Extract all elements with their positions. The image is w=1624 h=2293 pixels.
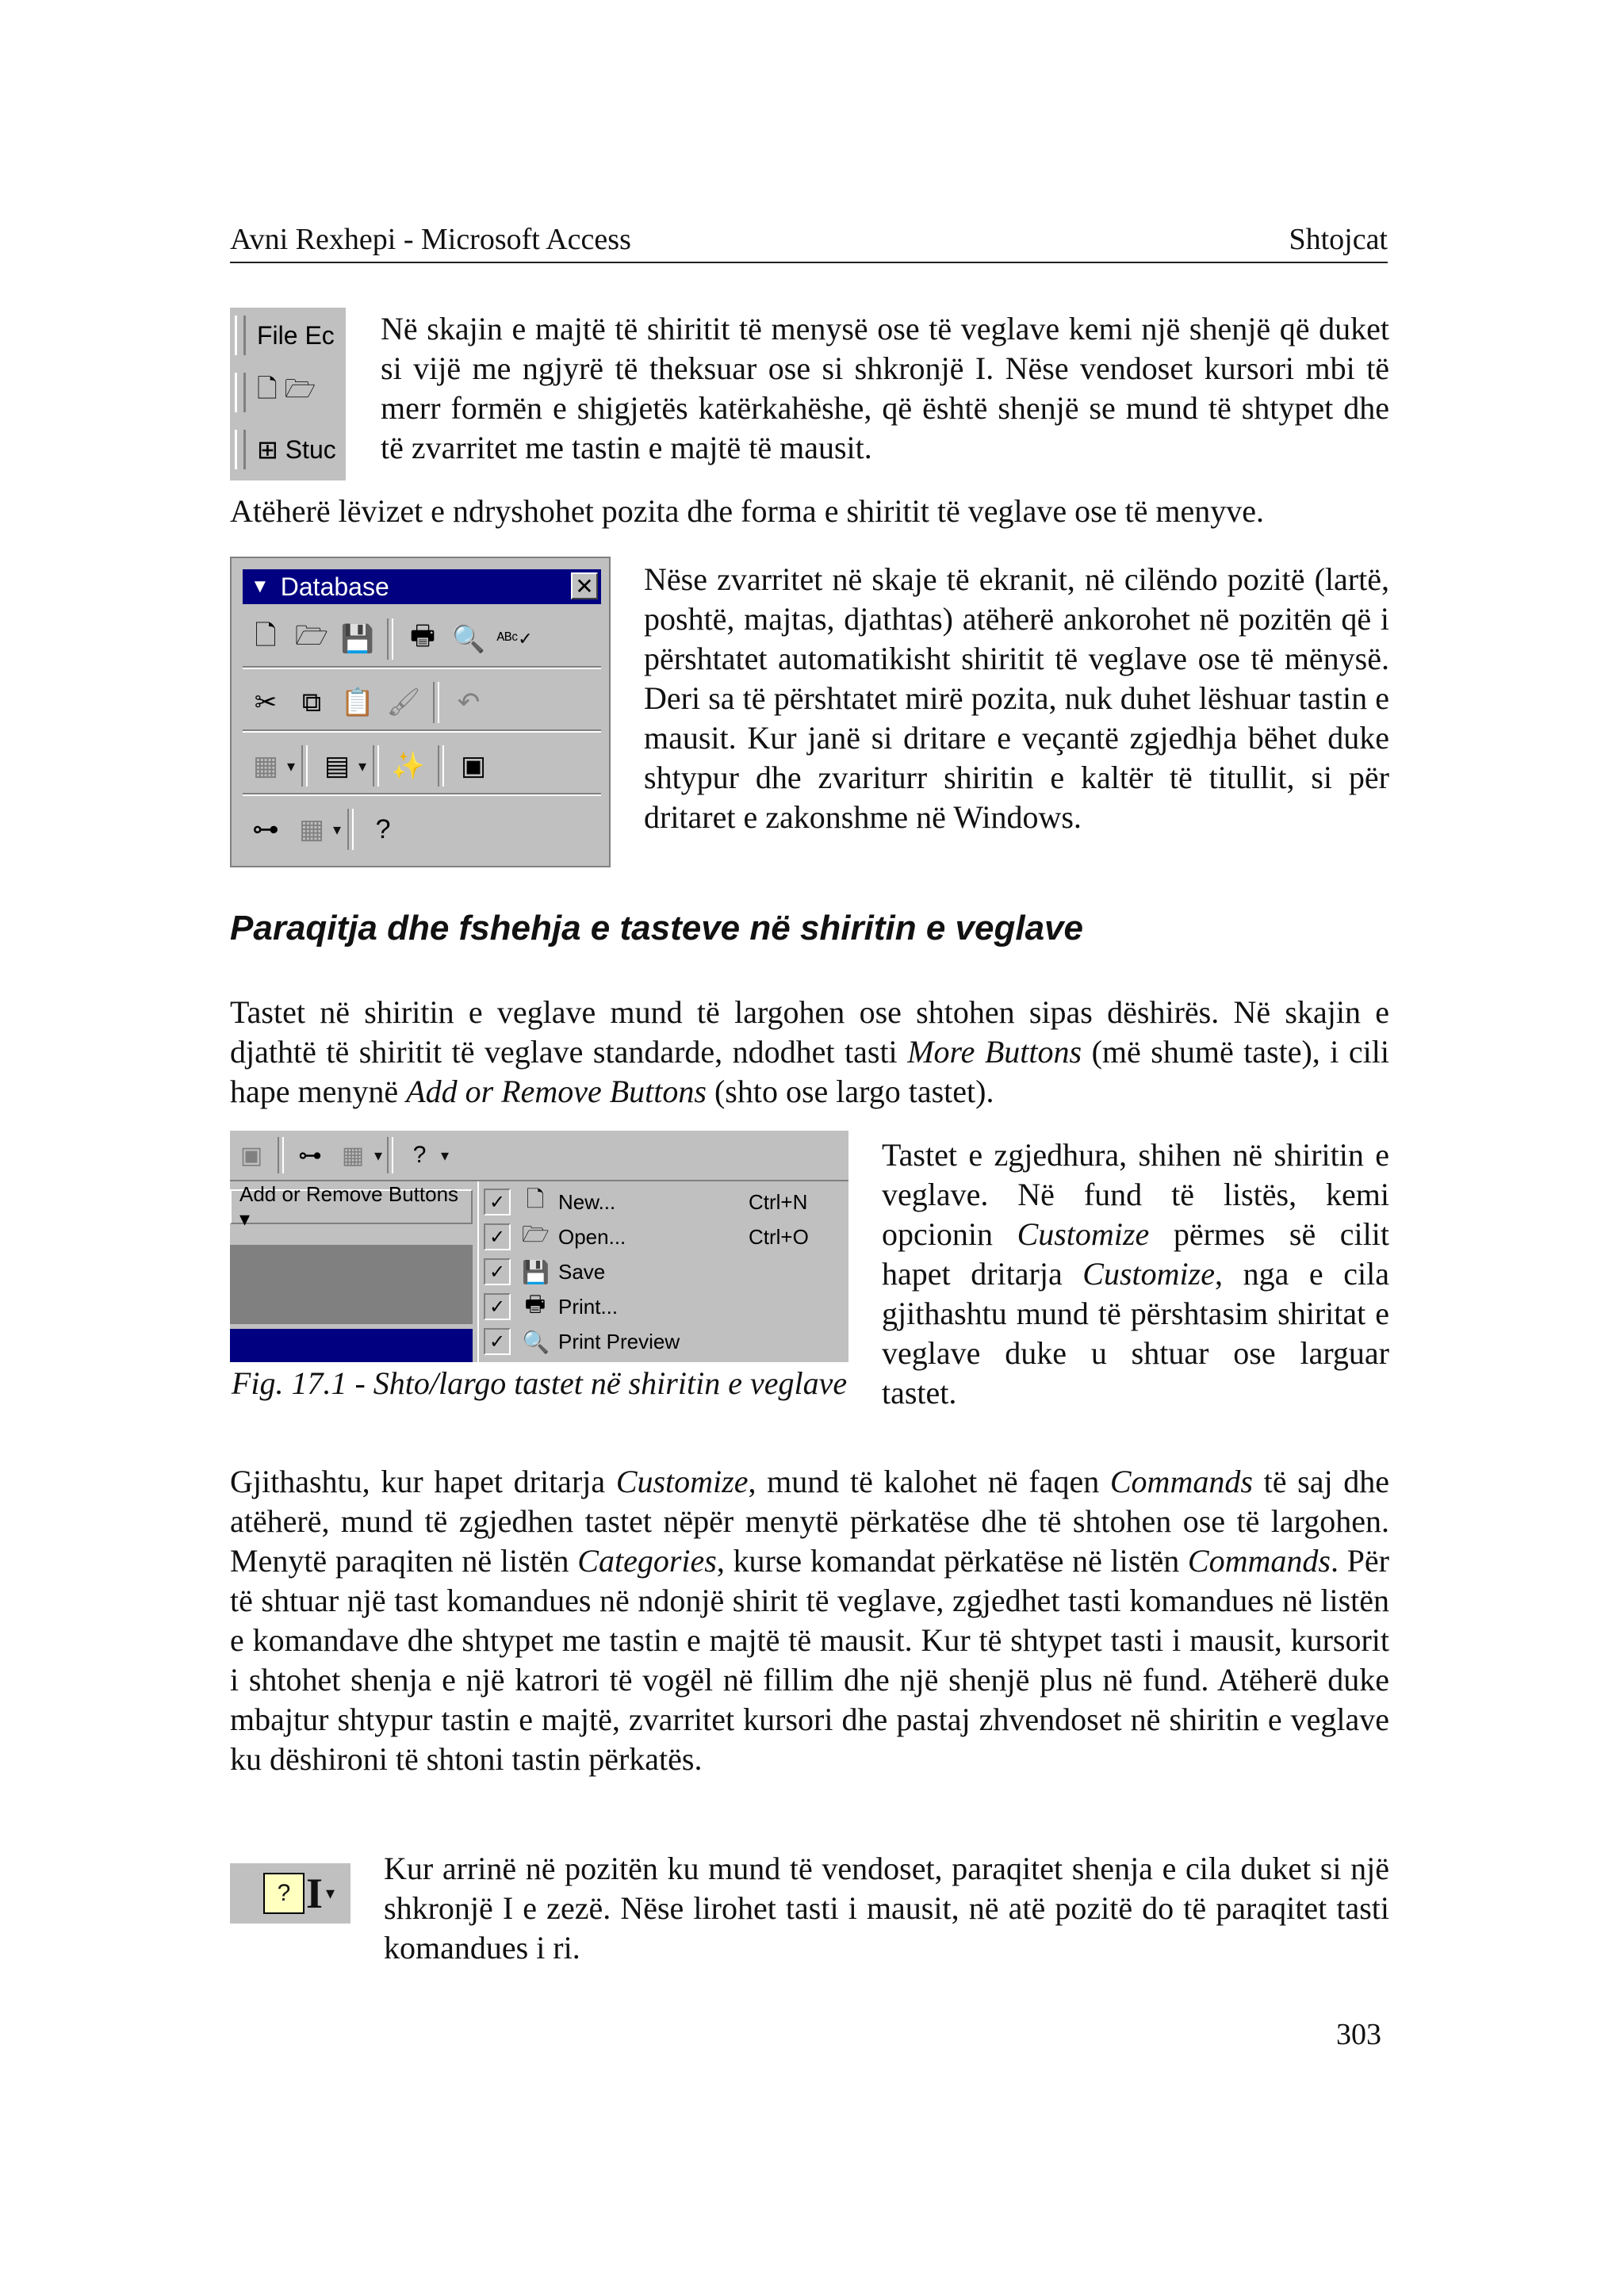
more-buttons-arrow-icon[interactable]: ▾ [441, 1146, 450, 1165]
text-run-italic: Customize [1082, 1256, 1215, 1292]
grip-handle [235, 373, 246, 412]
dropdown-arrow-icon[interactable]: ▾ [287, 757, 296, 775]
menu-item-shortcut: Ctrl+O [749, 1224, 809, 1249]
menu-bar-row [230, 311, 346, 360]
menu-file-label: File Ec [257, 320, 335, 350]
separator [278, 1137, 284, 1173]
text-run: Tastet e zgjedhura, shihen në shiritin e veglave. Në fund të listës, kemi opcionin [882, 1137, 1389, 1252]
text-run-italic: Add or Remove Buttons [406, 1074, 707, 1109]
text-run-italic: Categories [577, 1543, 717, 1579]
paste-icon[interactable]: 📋 [340, 687, 375, 718]
grip-handle [235, 316, 246, 355]
insert-cursor-figure [230, 1863, 350, 1924]
text-run: . Për të shtuar një tast komandues në ndonjë shirit të veglave, zgjedhet tasti komandues në listën e komandave dhe shtypet me tastin e majtë të mausit. Kur të shtypet tasti i mausit, kursorit i shtohet shenja e një katrori të vogël në fillim dhe një shenjë plus në fund. Atëherë duke mbajtur shtypur tastin e majtë, zvarritet kursori dhe pastaj zhvendoset në shiritin e veglave ku dëshironi të shtoni tastin përkatës. [230, 1543, 1389, 1777]
print-preview-icon[interactable]: 🔍 [451, 624, 486, 654]
menu-item-label: Save [558, 1259, 606, 1284]
dropdown-triangle-icon: ▼ [251, 576, 270, 597]
help-icon: ? [263, 1873, 304, 1914]
format-painter-icon[interactable]: 🖌 [386, 687, 421, 718]
menu-item-label: Print Preview [558, 1329, 680, 1353]
text-run-italic: More Buttons [907, 1034, 1082, 1070]
text-run: , nga e cila gjithashtu mund të përshtasim shiritat e veglave duke u shtuar ose larguar tastet. [882, 1256, 1389, 1411]
toolbar-title: Database [280, 572, 389, 601]
text-run-italic: Customize [615, 1464, 749, 1499]
grip-handle [235, 430, 246, 469]
menu-item-print-preview[interactable] [484, 1324, 845, 1359]
print-icon: 🖶 [524, 1292, 546, 1316]
menu-item-open[interactable] [484, 1219, 845, 1254]
add-remove-buttons-figure [230, 1131, 848, 1362]
dropdown-arrow-icon: ▾ [326, 1883, 335, 1903]
toolbar-title-bar[interactable] [243, 569, 601, 604]
copy-icon[interactable]: ⧉ [301, 687, 322, 718]
text-run: përmes së cilit hapet dritarja [882, 1216, 1389, 1292]
text-run: (shto ose largo tastet). [706, 1074, 994, 1109]
text-run-italic: Commands [1109, 1464, 1253, 1499]
properties-icon[interactable]: ▣ [239, 1142, 263, 1169]
new-object-icon[interactable]: ▦ [341, 1142, 365, 1169]
database-toolbar-figure [230, 557, 611, 867]
text-run: , mund të kalohet në faqen [748, 1464, 1110, 1499]
text-run: , kurse komandat përkatëse në listën [716, 1543, 1188, 1579]
print-preview-icon: 🔍 [522, 1329, 550, 1354]
cut-icon[interactable]: ✂ [254, 687, 278, 718]
header-left: Avni Rexhepi - Microsoft Access [230, 223, 631, 256]
i-beam-cursor-icon: I [306, 1870, 324, 1917]
add-remove-buttons-menu[interactable]: Add or Remove Buttons ▾ [230, 1189, 473, 1224]
dropdown-arrow-icon[interactable]: ▾ [374, 1146, 383, 1165]
menu-item-new[interactable] [484, 1185, 845, 1219]
menu-grip-figure [230, 308, 346, 480]
properties-icon[interactable]: ▣ [461, 751, 487, 781]
toolbar-strip [230, 1131, 848, 1181]
help-icon[interactable]: ? [412, 1142, 427, 1168]
check-icon: ✓ [484, 1293, 511, 1320]
figure-caption: Fig. 17.1 - Shto/largo tastet në shiritin e veglave [231, 1365, 848, 1401]
taskbar-row [230, 425, 346, 474]
check-icon: ✓ [484, 1328, 511, 1355]
paragraph-customize [882, 1135, 1389, 1413]
buttons-submenu [477, 1181, 848, 1362]
check-icon: ✓ [484, 1223, 511, 1250]
toolbar-row-3 [243, 737, 601, 796]
toolbar-row-1 [243, 611, 601, 669]
close-button[interactable]: ✕ [571, 572, 598, 599]
menu-item-print[interactable] [484, 1289, 845, 1324]
background-panel [230, 1245, 473, 1324]
toolbar-row-2 [243, 674, 601, 733]
help-icon[interactable]: ? [375, 813, 391, 844]
text-run: Gjithashtu, kur hapet dritarja [230, 1464, 616, 1499]
paragraph-docking: Nëse zvarritet në skaje të ekranit, në cilëndo pozitë (lartë, poshtë, majtas, djathtas) atëherë ankorohet në pozitën që i përshtatet automatikisht shiritit të veglave ose të mënysë. Deri sa të përshtatet mirë pozita, nuk duhet lëshuar tastin e mausit. Kur janë si dritare e veçantë zgjedhja bëhet duke shtypur dhe zvariturr shiritin e kaltër të titullit, si për dritaret e zakonshme në Windows. [644, 561, 1389, 835]
new-document-icon: 🗋 [526, 1187, 545, 1212]
separator [433, 682, 439, 723]
separator [387, 1137, 393, 1173]
new-object-icon[interactable]: ▦ [298, 814, 325, 844]
separator [438, 745, 444, 787]
undo-icon[interactable]: ↶ [457, 687, 481, 718]
text-run-italic: Commands [1187, 1543, 1331, 1579]
menu-item-label: Open... [558, 1224, 626, 1249]
office-links-icon[interactable]: ▦ [252, 751, 279, 781]
print-icon[interactable]: 🖶 [409, 620, 436, 651]
menu-item-shortcut: Ctrl+N [749, 1189, 808, 1214]
open-folder-icon: 🗁 [522, 1222, 550, 1246]
title-bar-strip [230, 1329, 473, 1362]
separator [373, 745, 379, 787]
text-run: të saj dhe atëherë, mund të zgjedhen tastet nëpër menytë përkatëse dhe të shtohen ose të largohen. Menytë paraqiten në listën [230, 1464, 1389, 1579]
menu-item-label: Print... [558, 1294, 619, 1319]
page-number: 303 [1336, 2018, 1381, 2051]
save-disk-icon[interactable]: 💾 [340, 624, 375, 654]
running-header [230, 220, 1388, 263]
menu-item-save[interactable] [484, 1254, 845, 1289]
paragraph-drop: Kur arrinë në pozitën ku mund të vendoset, paraqitet shenja e cila duket si një shkronjë I e zezë. Nëse lirohet tasti i mausit, në atë pozitë do të paraqitet tasti komandues i ri. [384, 1851, 1389, 1966]
paragraph-commands [230, 1462, 1389, 1779]
left-pane [230, 1181, 477, 1362]
dropdown-arrow-icon[interactable]: ▾ [358, 757, 367, 775]
menu-item-label: New... [558, 1189, 616, 1214]
relationships-icon[interactable]: ⊶ [252, 814, 279, 844]
header-right: Shtojcat [1289, 223, 1388, 256]
relationships-icon[interactable]: ⊶ [298, 1142, 322, 1169]
separator [301, 745, 308, 787]
paragraph-move-toolbar: Atëherë lëvizet e ndryshohet pozita dhe forma e shiritit të veglave ose të menyve. [230, 493, 1264, 529]
code-icon[interactable]: ✨ [391, 751, 426, 781]
new-open-icons: 🗋 🗁 [257, 374, 316, 403]
check-icon: ✓ [484, 1189, 511, 1215]
save-disk-icon: 💾 [522, 1259, 550, 1284]
text-run: Tastet në shiritin e veglave mund të largohen ose shtohen sipas dëshirës. Në skajin e djathtë të shiritit të veglave standarde, ndodhet tasti [230, 994, 1389, 1070]
check-icon: ✓ [484, 1258, 511, 1285]
student-form-label: ⊞ Stuc [257, 435, 336, 464]
paragraph-grip: Në skajin e majtë të shiritit të menysë ose të veglave kemi një shenjë që duket si vijë me ngjyrë të theksuar ose si shkronjë I. Nëse vendoset kursori mbi të merr formën e shigjetës katërkahëshe, që është shenjë se mund të shtypet dhe të zvarritet me tastin e majtë të mausit. [381, 311, 1389, 465]
toolbar-row [230, 368, 346, 417]
text-run: (më shumë taste), i cili hape menynë [230, 1034, 1390, 1109]
separator [387, 618, 393, 660]
section-heading: Paraqitja dhe fshehja e tasteve në shiritin e veglave [230, 909, 1084, 947]
new-document-icon[interactable]: 🗋 [255, 620, 277, 651]
paragraph-more-buttons [230, 993, 1389, 1112]
open-folder-icon[interactable]: 🗁 [294, 620, 329, 651]
text-run-italic: Customize [1017, 1216, 1150, 1252]
analyze-icon[interactable]: ▤ [324, 751, 350, 781]
separator [347, 809, 354, 850]
dropdown-arrow-icon[interactable]: ▾ [333, 821, 342, 839]
toolbar-row-4 [243, 801, 601, 858]
spelling-icon[interactable]: ᴬᴮᶜ✓ [496, 629, 533, 649]
